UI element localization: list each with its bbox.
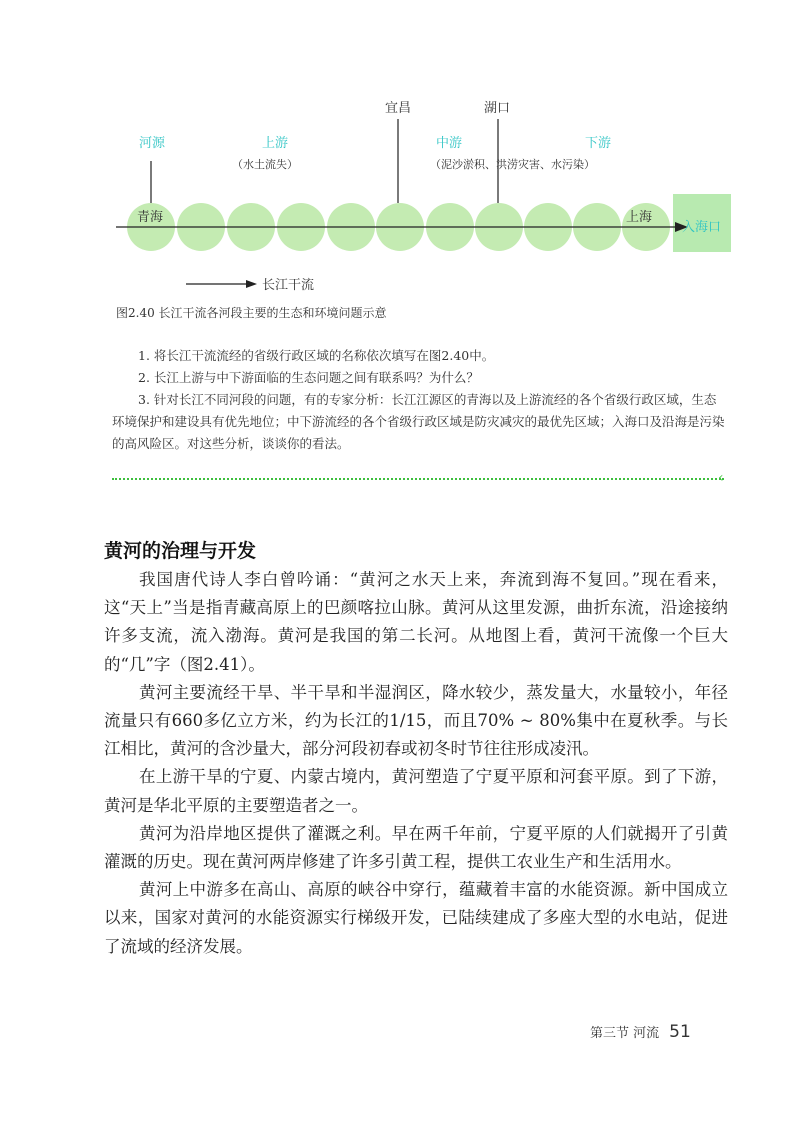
zhongyou-label: 中游 [436, 136, 463, 151]
paragraph: 黄河为沿岸地区提供了灌溉之利。早在两千年前，宁夏平原的人们就揭开了引黄灌溉的历史。现在黄河两岸修建了许多引黄工程，提供工农业生产和生活用水。 [104, 823, 728, 872]
heyuan-label: 河源 [139, 136, 166, 151]
paragraph: 在上游干旱的宁夏、内蒙古境内，黄河塑造了宁夏平原和河套平原。到了下游，黄河是华北平原的主要塑造者之一。 [104, 767, 728, 815]
page-number: 51 [669, 1022, 691, 1042]
dotted-divider [112, 478, 724, 480]
paragraph: 黄河上中游多在高山、高原的峡谷中穿行，蕴藏着丰富的水能资源。新中国成立以来，国家对黄河的水能资源实行梯级开发，已陆续建成了多座大型的水电站，促进了流域的经济发展。 [104, 880, 728, 956]
legend-arrowhead [246, 280, 257, 288]
question-3: 3. 针对长江不同河段的问题，有的专家分析：长江江源区的青海以及上游流经的各个省级行政区域，生态环境保护和建设具有优先地位；中下游流经的各个省级行政区域是防灾减灾的最优先区域；入海口及沿海是污染的高风险区。对这些分析，谈谈你的看法。 [112, 392, 725, 451]
shanghai-label: 上海 [626, 210, 653, 225]
estuary-label: 入海口 [682, 220, 722, 235]
question-list [112, 345, 726, 455]
paragraph: 我国唐代诗人李白曾吟诵：“黄河之水天上来，奔流到海不复回。”现在看来，这“天上”当是指青藏高原上的巴颜喀拉山脉。黄河从这里发源，曲折东流，沿途接纳许多支流，流入渤海。黄河是我国的第二长河。从地图上看，黄河干流像一个巨大的“几”字（图2.41）。 [104, 570, 728, 674]
legend-label: 长江干流 [262, 278, 315, 293]
section-title: 黄河的治理与开发 [104, 540, 257, 562]
paragraph: 黄河主要流经干旱、半干旱和半湿润区，降水较少，蒸发量大，水量较小，年径流量只有660多亿立方米，约为长江的1/15，而且70% ~ 80%集中在夏秋季。与长江相比，黄河的含沙量大，部分河段初春或初冬时节往往形成凌汛。 [104, 682, 728, 759]
page-footer [590, 1022, 691, 1042]
shangyou-label: 上游 [262, 136, 289, 151]
yichang-label: 宜昌 [385, 101, 412, 116]
question-1: 1. 将长江干流流经的省级行政区域的名称依次填写在图2.40中。 [138, 348, 495, 363]
figure-caption: 图2.40 长江干流各河段主要的生态和环境问题示意 [116, 306, 387, 320]
hukou-label: 湖口 [484, 101, 511, 116]
footer-section-label: 第三节 河流 [590, 1026, 660, 1041]
divider-end-icon: ‹ [718, 470, 724, 486]
shangyou-note: （水土流失） [232, 158, 298, 171]
question-2: 2. 长江上游与中下游面临的生态问题之间有联系吗？为什么？ [138, 370, 479, 385]
yangtze-diagram [0, 0, 800, 330]
diagram-canvas [0, 0, 800, 330]
qinghai-label: 青海 [137, 210, 164, 225]
zhongxia-note: （泥沙淤积、洪涝灾害、水污染） [430, 158, 595, 171]
xiayou-label: 下游 [585, 136, 612, 151]
body-text [104, 566, 728, 961]
